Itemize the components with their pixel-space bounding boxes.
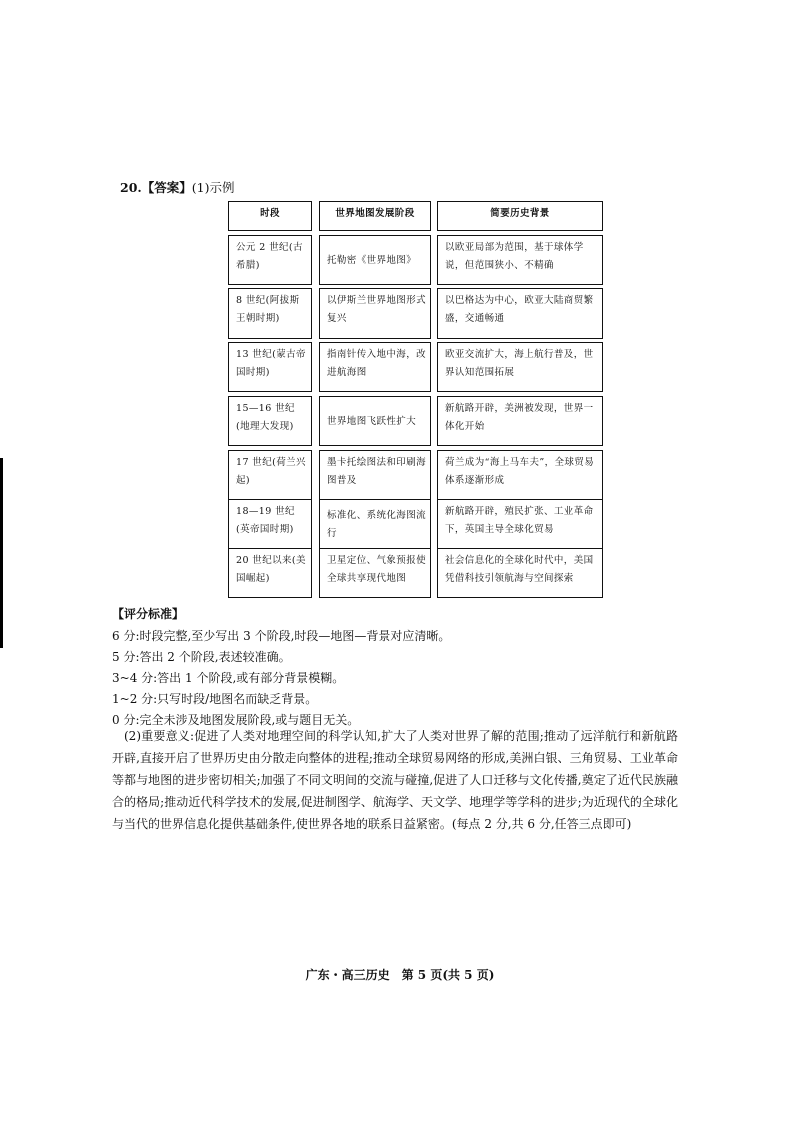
cell-background: 以巴格达为中心，欧亚大陆商贸繁盛，交通畅通 — [437, 288, 603, 339]
header-background: 简要历史背景 — [437, 201, 603, 231]
cell-stage: 墨卡托绘图法和印刷海图普及 — [319, 450, 431, 500]
page-footer: 广东・高三历史 第 5 页(共 5 页) — [305, 968, 495, 982]
grading-standards — [112, 605, 672, 731]
cell-period: 15—16 世纪(地理大发现) — [228, 396, 312, 446]
cell-stage: 指南针传入地中海，改进航海图 — [319, 342, 431, 392]
cell-stage: 标准化、系统化海图流行 — [319, 499, 431, 549]
grading-item: 3~4 分:答出 1 个阶段,或有部分背景模糊。 — [112, 671, 345, 685]
grading-item: 6 分:时段完整,至少写出 3 个阶段,时段—地图—背景对应清晰。 — [112, 629, 451, 643]
grading-title: 【评分标准】 — [112, 607, 185, 621]
cell-stage: 卫星定位、气象预报使全球共享现代地图 — [319, 548, 431, 598]
cell-period: 20 世纪以来(美国崛起) — [228, 548, 312, 598]
cell-period: 17 世纪(荷兰兴起) — [228, 450, 312, 500]
cell-period: 8 世纪(阿拔斯王朝时期) — [228, 288, 312, 339]
grading-item: 5 分:答出 2 个阶段,表述较准确。 — [112, 650, 291, 664]
cell-period: 13 世纪(蒙古帝国时期) — [228, 342, 312, 392]
cell-period: 18—19 世纪(英帝国时期) — [228, 499, 312, 549]
grading-item: 1~2 分:只写时段/地图名而缺乏背景。 — [112, 692, 318, 706]
header-period: 时段 — [228, 201, 312, 231]
cell-background: 新航路开辟，殖民扩张、工业革命下，英国主导全球化贸易 — [437, 499, 603, 549]
question-number: 20. — [120, 180, 142, 195]
cell-background: 欧亚交流扩大，海上航行普及，世界认知范围拓展 — [437, 342, 603, 392]
grading-item: 0 分:完全未涉及地图发展阶段,或与题目无关。 — [112, 713, 360, 727]
part-label: (1)示例 — [191, 180, 235, 195]
scan-edge-mark — [0, 458, 3, 648]
cell-background: 社会信息化的全球化时代中，美国凭借科技引领航海与空间探索 — [437, 548, 603, 598]
cell-stage: 托勒密《世界地图》 — [319, 235, 431, 285]
cell-stage: 以伊斯兰世界地图形式复兴 — [319, 288, 431, 339]
answer-label: 【答案】 — [141, 180, 192, 195]
cell-period: 公元 2 世纪(古希腊) — [228, 235, 312, 285]
cell-stage: 世界地图飞跃性扩大 — [319, 396, 431, 446]
question-heading — [120, 178, 234, 196]
cell-background: 以欧亚局部为范围，基于球体学说，但范围狭小、不精确 — [437, 235, 603, 285]
part2-answer: (2)重要意义:促进了人类对地理空间的科学认知,扩大了人类对世界了解的范围;推动了远洋航行和新航路开辟,直接开启了世界历史由分散走向整体的进程;推动全球贸易网络的形成,美洲白银、三角贸易、工业革命等都与地图的进步密切相关;加强了不同文明间的交流与碰撞,促进了人口迁移与文化传播,奠定了近代民族融合的格局;推动近代科学技术的发展,促进制图学、航海学、天文学、地理学等学科的进步;为近现代的全球化与当代的世界信息化提供基础条件,使世界各地的联系日益紧密。(每点 2 分,共 6 分,任答三点即可) — [112, 729, 678, 831]
header-stage: 世界地图发展阶段 — [319, 201, 431, 231]
cell-background: 新航路开辟，美洲被发现，世界一体化开始 — [437, 396, 603, 446]
cell-background: 荷兰成为“海上马车夫”，全球贸易体系逐渐形成 — [437, 450, 603, 500]
